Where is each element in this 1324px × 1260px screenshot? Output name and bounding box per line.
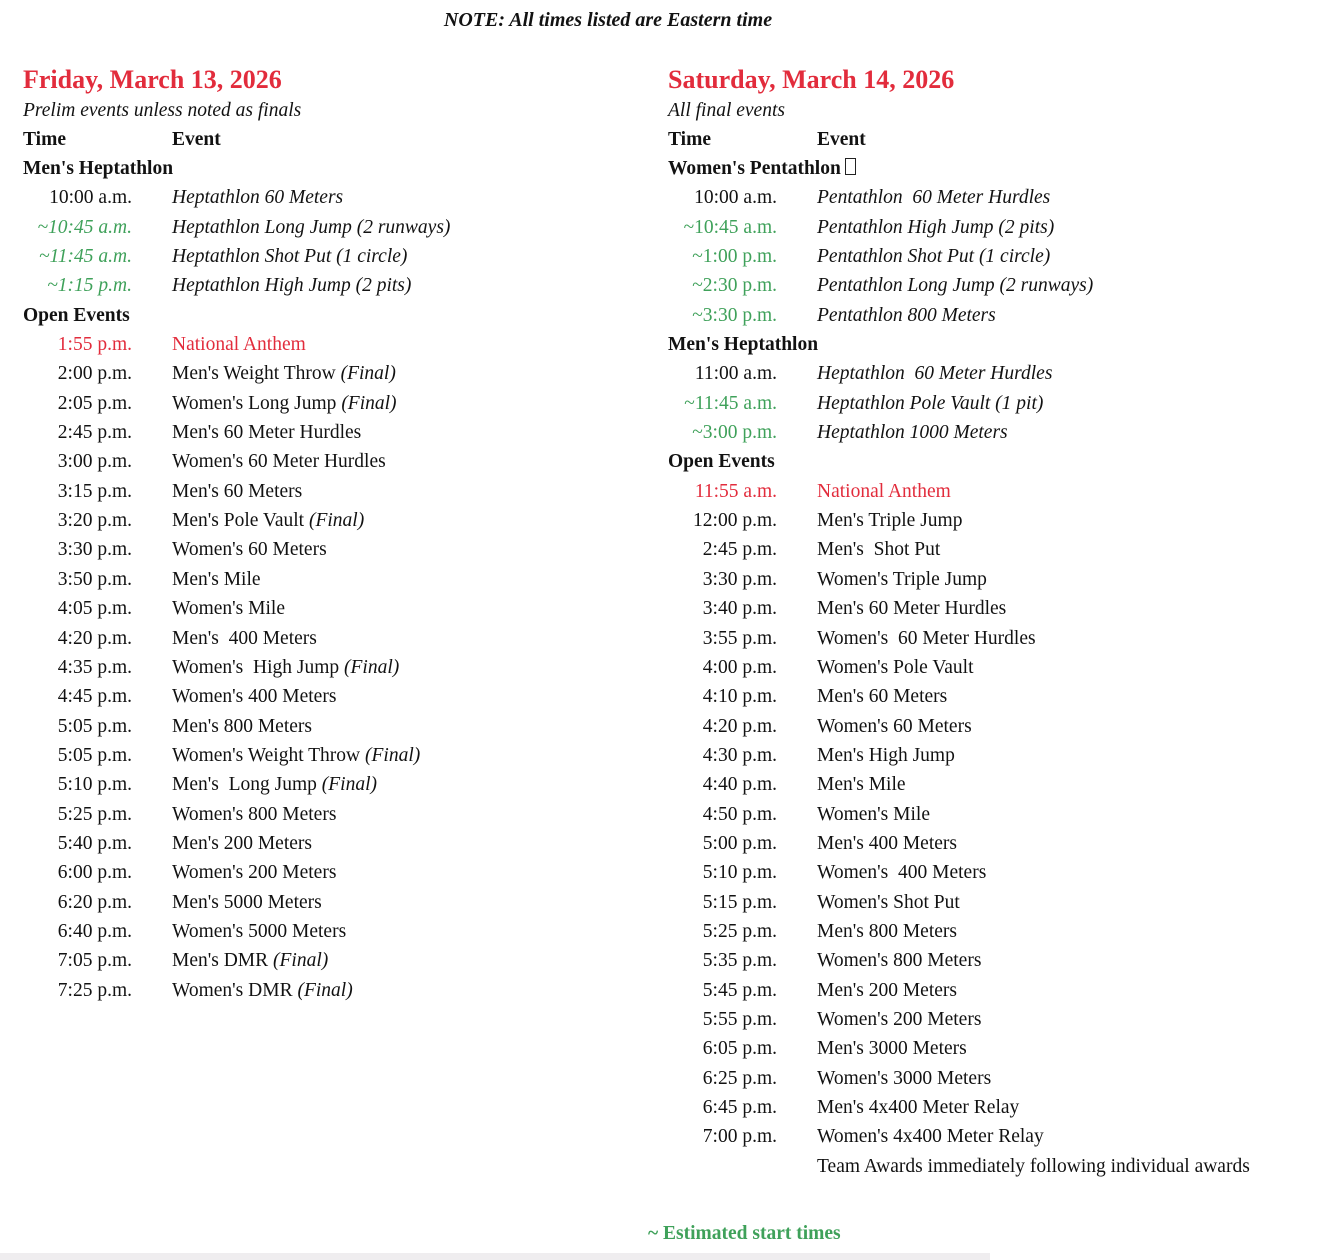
- schedule-row: [668, 682, 1323, 711]
- event-time: 2:45 p.m.: [57, 422, 132, 444]
- event-time: 6:40 p.m.: [57, 920, 132, 942]
- schedule-row: [23, 946, 678, 975]
- section-header: [668, 330, 1323, 359]
- schedule-row: [23, 976, 678, 1005]
- event-time: 4:45 p.m.: [57, 686, 132, 708]
- section-header: [668, 154, 1323, 183]
- schedule-row: [23, 418, 678, 447]
- schedule-row: [668, 271, 1323, 300]
- schedule-row: [23, 624, 678, 653]
- schedule-row: [23, 242, 678, 271]
- schedule-row: [23, 682, 678, 711]
- event-time: 3:15 p.m.: [57, 480, 132, 502]
- schedule-row: [23, 888, 678, 917]
- section-header-label: Women's Pentathlon: [668, 158, 841, 179]
- friday-column: [23, 64, 678, 1005]
- event-name: Men's Triple Jump: [817, 510, 963, 532]
- event-name: Pentathlon 800 Meters: [817, 304, 996, 326]
- schedule-row: [668, 917, 1323, 946]
- event-time: 5:00 p.m.: [702, 832, 777, 854]
- event-time: 7:25 p.m.: [57, 979, 132, 1001]
- event-name: Men's 200 Meters: [172, 832, 312, 854]
- event-time: 3:00 p.m.: [57, 451, 132, 473]
- schedule-row: [23, 183, 678, 212]
- day-subtitle-saturday: All final events: [668, 100, 785, 121]
- event-header: Event: [817, 129, 866, 150]
- event-time: ~1:15 p.m.: [47, 275, 132, 297]
- event-name: Team Awards immediately following individual awards: [817, 1155, 1250, 1177]
- event-name: Men's Long Jump (Final): [172, 774, 377, 796]
- schedule-row: [668, 1005, 1323, 1034]
- event-time: 5:35 p.m.: [702, 950, 777, 972]
- event-time: ~11:45 a.m.: [684, 392, 777, 414]
- schedule-row: [23, 917, 678, 946]
- event-name: Men's 400 Meters: [817, 832, 957, 854]
- section-header: [23, 154, 678, 183]
- schedule-row: [23, 858, 678, 887]
- schedule-row: [23, 565, 678, 594]
- event-name: Heptathlon 1000 Meters: [817, 422, 1008, 444]
- schedule-row: [23, 447, 678, 476]
- event-time: 4:20 p.m.: [702, 715, 777, 737]
- event-time: 3:55 p.m.: [702, 627, 777, 649]
- event-name: Women's 3000 Meters: [817, 1067, 992, 1089]
- event-name: Men's 60 Meters: [172, 480, 303, 502]
- final-tag: (Final): [336, 392, 397, 414]
- event-name: Women's Mile: [172, 598, 285, 620]
- final-tag: (Final): [304, 510, 365, 532]
- section-header-label: Open Events: [668, 451, 775, 473]
- event-time: 4:30 p.m.: [702, 744, 777, 766]
- saturday-column: [668, 64, 1323, 1181]
- day-title-friday: Friday, March 13, 2026: [23, 65, 282, 94]
- event-name: Men's 60 Meter Hurdles: [817, 598, 1007, 620]
- schedule-row: [23, 359, 678, 388]
- schedule-row: [23, 506, 678, 535]
- event-time: 3:40 p.m.: [702, 598, 777, 620]
- event-time: 6:25 p.m.: [702, 1067, 777, 1089]
- schedule-row: [668, 418, 1323, 447]
- event-name: Men's High Jump: [817, 744, 955, 766]
- column-headers-friday: [23, 125, 678, 154]
- event-time: 3:30 p.m.: [702, 568, 777, 590]
- event-time: 12:00 p.m.: [693, 510, 777, 532]
- event-name: Women's Long Jump (Final): [172, 392, 397, 414]
- day-subtitle-friday: Prelim events unless noted as finals: [23, 100, 302, 121]
- schedule-row: [668, 858, 1323, 887]
- event-time: 11:55 a.m.: [694, 480, 777, 502]
- schedule-row: [668, 242, 1323, 271]
- page-bottom-strip: [0, 1253, 990, 1260]
- schedule-row: [668, 770, 1323, 799]
- event-time: 10:00 a.m.: [49, 187, 132, 209]
- event-time: ~2:30 p.m.: [692, 275, 777, 297]
- event-time: 4:10 p.m.: [702, 686, 777, 708]
- event-time: 6:45 p.m.: [702, 1097, 777, 1118]
- event-header: Event: [172, 129, 221, 150]
- final-tag: (Final): [268, 950, 329, 972]
- event-name: Women's DMR (Final): [172, 979, 353, 1001]
- event-name: Men's 400 Meters: [172, 627, 317, 649]
- event-name: National Anthem: [817, 480, 951, 502]
- event-time: 2:05 p.m.: [57, 392, 132, 414]
- schedule-row: [668, 1064, 1323, 1093]
- event-name: Women's 5000 Meters: [172, 920, 347, 942]
- event-time: 1:55 p.m.: [57, 334, 132, 356]
- schedule-row: [668, 712, 1323, 741]
- event-time: 5:25 p.m.: [57, 803, 132, 825]
- schedule-row: [668, 389, 1323, 418]
- event-name: Women's 60 Meter Hurdles: [817, 627, 1036, 649]
- event-name: Men's 3000 Meters: [817, 1038, 967, 1060]
- schedule-row: [23, 271, 678, 300]
- event-time: 3:50 p.m.: [57, 568, 132, 590]
- schedule-row: [668, 594, 1323, 623]
- schedule-row: [668, 301, 1323, 330]
- event-time: ~11:45 a.m.: [38, 246, 132, 268]
- schedule-row: [668, 741, 1323, 770]
- event-name: Pentathlon Long Jump (2 runways): [817, 275, 1094, 297]
- schedule-row: [668, 624, 1323, 653]
- event-name: National Anthem: [172, 334, 306, 356]
- event-name: Men's 800 Meters: [172, 715, 312, 737]
- schedule-rows-saturday: [668, 154, 1323, 1181]
- missing-glyph-box-icon: [845, 158, 856, 175]
- event-time: 5:05 p.m.: [57, 715, 132, 737]
- schedule-row: [668, 359, 1323, 388]
- event-time: 6:20 p.m.: [57, 891, 132, 913]
- event-name: Men's 60 Meters: [817, 686, 948, 708]
- event-time: 5:25 p.m.: [702, 920, 777, 942]
- schedule-row: [23, 213, 678, 242]
- time-header: Time: [23, 129, 66, 150]
- event-name: Heptathlon 60 Meters: [172, 187, 344, 209]
- event-time: 7:00 p.m.: [702, 1126, 777, 1148]
- schedule-row: [668, 213, 1323, 242]
- event-name: Men's 4x400 Meter Relay: [817, 1097, 1020, 1118]
- event-time: ~3:00 p.m.: [692, 422, 777, 444]
- event-name: Heptathlon Long Jump (2 runways): [172, 216, 451, 238]
- schedule-row: [23, 653, 678, 682]
- event-name: Women's Triple Jump: [817, 568, 987, 590]
- section-header-label: Men's Heptathlon: [23, 158, 174, 179]
- schedule-row: [23, 712, 678, 741]
- schedule-row: [668, 565, 1323, 594]
- schedule-row: [668, 1093, 1323, 1122]
- schedule-row: [668, 1034, 1323, 1063]
- event-time: 3:20 p.m.: [57, 510, 132, 532]
- event-time: 7:05 p.m.: [57, 950, 132, 972]
- event-time: 4:35 p.m.: [57, 656, 132, 678]
- event-name: Pentathlon Shot Put (1 circle): [817, 246, 1051, 268]
- event-name: Women's High Jump (Final): [172, 656, 400, 678]
- event-name: Women's Pole Vault: [817, 656, 974, 678]
- event-name: Men's Mile: [817, 774, 906, 796]
- event-time: 3:30 p.m.: [57, 539, 132, 561]
- section-header: [668, 447, 1323, 476]
- event-time: 5:40 p.m.: [57, 832, 132, 854]
- event-time: ~10:45 a.m.: [683, 216, 777, 238]
- event-time: 2:45 p.m.: [702, 539, 777, 561]
- event-name: Women's Weight Throw (Final): [172, 744, 421, 766]
- event-time: 10:00 a.m.: [694, 187, 777, 209]
- day-title-saturday: Saturday, March 14, 2026: [668, 65, 955, 94]
- schedule-row: [23, 477, 678, 506]
- event-name: Women's 800 Meters: [817, 950, 982, 972]
- event-name: Men's 200 Meters: [817, 979, 957, 1001]
- event-time: 5:05 p.m.: [57, 744, 132, 766]
- schedule-row: [668, 477, 1323, 506]
- event-name: Women's 800 Meters: [172, 803, 337, 825]
- event-time: ~1:00 p.m.: [692, 246, 777, 268]
- event-name: Women's 60 Meters: [817, 715, 972, 737]
- final-tag: (Final): [360, 744, 421, 766]
- event-name: Men's Mile: [172, 568, 261, 590]
- event-name: Women's 200 Meters: [817, 1008, 982, 1030]
- schedule-rows-friday: [23, 154, 678, 1005]
- event-name: Women's 60 Meter Hurdles: [172, 451, 386, 473]
- event-name: Men's 5000 Meters: [172, 891, 322, 913]
- schedule-row: [668, 1122, 1323, 1151]
- event-time: 5:45 p.m.: [702, 979, 777, 1001]
- schedule-row: [668, 653, 1323, 682]
- schedule-row: [23, 770, 678, 799]
- event-time: 2:00 p.m.: [57, 363, 132, 385]
- event-name: Pentathlon 60 Meter Hurdles: [817, 187, 1051, 209]
- event-time: 6:00 p.m.: [57, 862, 132, 884]
- event-name: Women's 4x400 Meter Relay: [817, 1126, 1044, 1148]
- event-time: 4:20 p.m.: [57, 627, 132, 649]
- eastern-time-note: NOTE: All times listed are Eastern time: [443, 9, 773, 31]
- section-header-label: Men's Heptathlon: [668, 334, 819, 356]
- event-time: 6:05 p.m.: [702, 1038, 777, 1060]
- event-time: 4:05 p.m.: [57, 598, 132, 620]
- event-time: 4:00 p.m.: [702, 656, 777, 678]
- event-name: Women's Mile: [817, 803, 930, 825]
- schedule-row: [23, 330, 678, 359]
- time-header: Time: [668, 129, 711, 150]
- schedule-row: [23, 535, 678, 564]
- final-tag: (Final): [339, 656, 400, 678]
- schedule-row: [668, 946, 1323, 975]
- event-time: 5:15 p.m.: [702, 891, 777, 913]
- event-time: 5:55 p.m.: [702, 1008, 777, 1030]
- schedule-row: [23, 800, 678, 829]
- event-name: Men's Pole Vault (Final): [172, 510, 365, 532]
- schedule-row: [23, 594, 678, 623]
- schedule-row: [23, 741, 678, 770]
- estimated-start-times-note: ~ Estimated start times: [648, 1223, 841, 1244]
- event-name: Men's Shot Put: [817, 539, 941, 561]
- event-name: Heptathlon Shot Put (1 circle): [172, 246, 408, 268]
- schedule-row: [668, 183, 1323, 212]
- schedule-row: [668, 1152, 1323, 1181]
- event-name: Men's DMR (Final): [172, 950, 329, 972]
- event-name: Heptathlon High Jump (2 pits): [172, 275, 412, 297]
- event-name: Pentathlon High Jump (2 pits): [817, 216, 1055, 238]
- schedule-row: [668, 888, 1323, 917]
- schedule-row: [668, 800, 1323, 829]
- section-header-label: Open Events: [23, 304, 130, 326]
- event-name: Men's 60 Meter Hurdles: [172, 422, 362, 444]
- event-name: Heptathlon Pole Vault (1 pit): [817, 392, 1044, 414]
- column-headers-saturday: [668, 125, 1323, 154]
- schedule-row: [23, 829, 678, 858]
- event-time: 11:00 a.m.: [694, 363, 777, 385]
- event-name: Women's Shot Put: [817, 891, 960, 913]
- final-tag: (Final): [335, 363, 396, 385]
- schedule-row: [668, 976, 1323, 1005]
- section-header: [23, 301, 678, 330]
- schedule-row: [23, 389, 678, 418]
- event-name: Women's 200 Meters: [172, 862, 337, 884]
- final-tag: (Final): [316, 774, 377, 796]
- event-name: Women's 400 Meters: [817, 862, 987, 884]
- schedule-row: [668, 829, 1323, 858]
- event-name: Women's 400 Meters: [172, 686, 337, 708]
- final-tag: (Final): [292, 979, 353, 1001]
- event-name: Men's 800 Meters: [817, 920, 957, 942]
- event-name: Heptathlon 60 Meter Hurdles: [817, 363, 1053, 385]
- event-name: Women's 60 Meters: [172, 539, 327, 561]
- event-time: 5:10 p.m.: [57, 774, 132, 796]
- schedule-row: [668, 535, 1323, 564]
- event-time: 5:10 p.m.: [702, 862, 777, 884]
- event-time: 4:50 p.m.: [702, 803, 777, 825]
- event-name: Men's Weight Throw (Final): [172, 363, 396, 385]
- event-time: 4:40 p.m.: [702, 774, 777, 796]
- schedule-row: [668, 506, 1323, 535]
- event-time: ~3:30 p.m.: [692, 304, 777, 326]
- event-time: ~10:45 a.m.: [37, 216, 132, 238]
